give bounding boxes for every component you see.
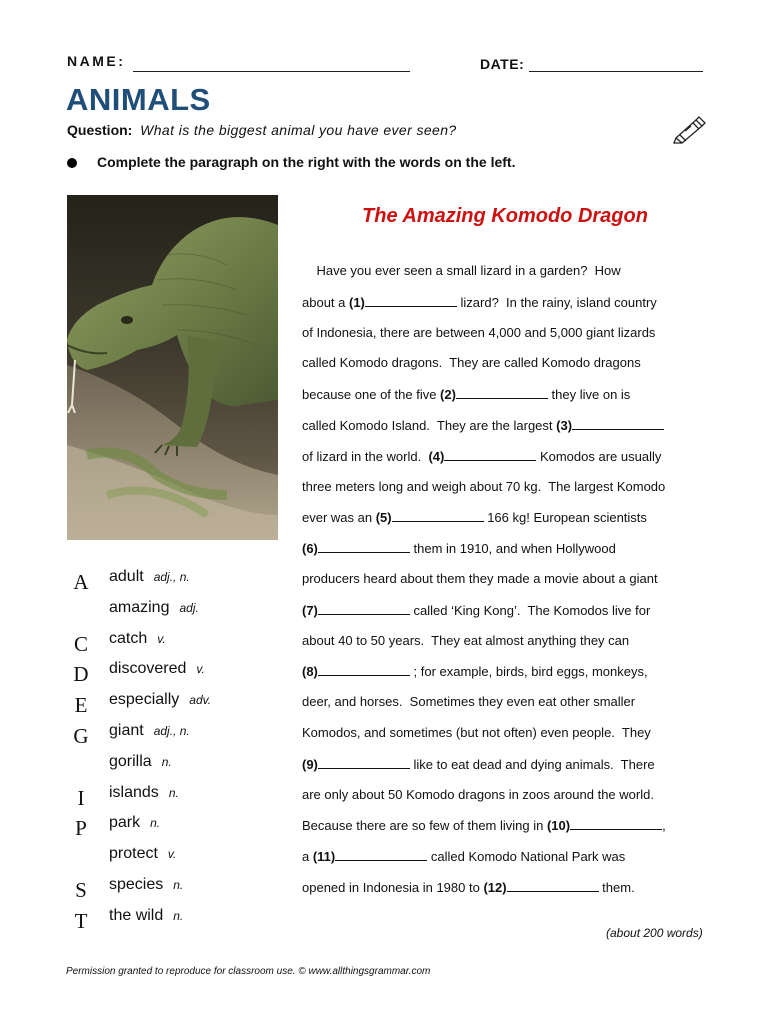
word-bank-part-of-speech: n. [173,878,184,892]
passage-text: called ‘King Kong’. The Komodos live for [409,602,651,618]
word-bank-word: park [109,814,141,832]
passage-text: like to eat dead and dying animals. There [409,756,655,772]
passage-text: Komodos are usually [536,448,662,464]
word-bank-part-of-speech: n. [150,816,161,831]
blank-number: (7) [302,602,318,618]
passage-line [302,355,641,370]
answer-blank[interactable] [318,602,410,615]
blank-number: (4) [428,448,445,464]
passage-line [302,756,655,772]
passage-line [302,386,630,402]
passage-text: Because there are so few of them living in [302,818,547,834]
passage-text: Have you ever seen a small lizard in a garden? How [302,263,621,278]
passage-line [302,879,635,895]
word-bank-letter: A [73,570,89,594]
word-bank-word: gorilla [109,752,152,770]
passage-line [302,694,635,709]
word-bank-letter: P [75,816,87,841]
word-bank-part-of-speech: v. [157,631,166,646]
answer-blank[interactable] [318,756,410,769]
word-bank-word: species [109,876,164,893]
pencil-icon [672,116,706,144]
word-bank-item [109,753,172,771]
word-bank-item [109,599,199,617]
passage-text: about 40 to 50 years. They eat almost anything they can [302,632,630,648]
name-label: NAME: [67,53,126,69]
word-bank-word: adult [109,568,144,585]
word-bank-letter: D [73,662,89,687]
word-bank-item [109,568,190,586]
word-bank-letter: C [73,631,88,656]
passage-text: Komodos, and sometimes (but not often) even people. They [302,725,651,740]
passage-line [302,663,648,679]
word-bank-letter: E [74,693,88,718]
answer-blank[interactable] [365,294,457,307]
answer-blank[interactable] [392,509,484,522]
passage-text: ; for example, birds, bird eggs, monkeys, [409,664,648,680]
answer-blank[interactable] [335,848,427,861]
passage-line [302,725,651,740]
passage-text: 166 kg! European scientists [483,510,647,526]
passage-text: producers heard about them they made a movie about a giant [302,571,658,586]
passage-text: them in 1910, and when Hollywood [409,541,616,557]
passage-line [302,848,625,864]
passage-line [302,817,666,833]
passage-text: three meters long and weigh about 70 kg. The largest Komodo [302,478,666,494]
blank-number: (11) [312,849,336,865]
passage-text: opened in Indonesia in 1980 to [302,880,484,895]
passage-text: are only about 50 Komodo dragons in zoos around the world. [302,786,654,802]
bullet-icon [67,158,77,168]
question [67,122,457,138]
word-bank-part-of-speech: v. [167,847,177,862]
passage-text: called Komodo National Park was [427,849,626,865]
komodo-dragon-photo [67,195,278,540]
passage-line [302,325,655,340]
passage-text: of lizard in the world. [302,448,429,464]
passage-text: of Indonesia, there are between 4,000 and 5,000 giant lizards [302,324,656,340]
blank-number: (12) [483,880,507,895]
passage-text: them. [598,880,635,895]
answer-blank[interactable] [318,663,410,676]
passage-text: ever was an [302,510,376,526]
page-title: ANIMALS [66,82,211,117]
passage-line [302,602,650,618]
passage-text: called Komodo dragons. They are called Komodo dragons [302,355,641,371]
word-bank-item [109,907,183,925]
word-bank-word: discovered [109,660,187,678]
footer-copyright: Permission granted to reproduce for classroom use. © www.allthingsgrammar.com [66,966,431,977]
answer-blank[interactable] [444,448,536,461]
word-bank-part-of-speech: n. [161,754,172,769]
name-field[interactable] [133,71,410,72]
instruction-text: Complete the paragraph on the right with the words on the left. [97,154,516,170]
passage-line [302,448,661,464]
passage-line [302,479,665,494]
word-bank-item [109,876,183,894]
word-bank-item [109,784,179,802]
blank-number: (1) [349,294,365,310]
word-count: (about 200 words) [606,926,703,940]
passage-line [302,509,647,525]
date-field[interactable] [529,71,703,72]
word-bank-letter: S [75,878,87,902]
word-bank-letter: T [74,908,88,933]
word-bank-item [109,722,190,740]
question-text: What is the biggest animal you have ever seen? [140,122,457,138]
word-bank-word: islands [109,783,159,801]
answer-blank[interactable] [456,386,548,399]
word-bank-part-of-speech: adj., n. [153,570,190,584]
word-bank-item [109,814,160,832]
story-title: The Amazing Komodo Dragon [362,205,648,227]
answer-blank[interactable] [507,879,599,892]
passage-text: deer, and horses. Sometimes they even eat other smaller [302,694,636,710]
blank-number: (10) [546,818,571,834]
passage-text: a [302,849,313,865]
passage-line [302,787,654,802]
blank-number: (9) [302,756,318,772]
word-bank-word: the wild [109,906,164,924]
blank-number: (6) [302,541,318,557]
word-bank-part-of-speech: n. [168,785,179,800]
answer-blank[interactable] [318,540,410,553]
answer-blank[interactable] [572,417,664,430]
passage-line [302,633,629,648]
passage-line [302,417,664,433]
passage-text: they live on is [547,387,631,403]
word-bank-item [109,630,166,648]
answer-blank[interactable] [570,817,662,830]
word-bank-item [109,691,211,709]
passage-text: about a [302,294,349,310]
word-bank-item [109,845,176,863]
passage-text: because one of the five [302,387,441,403]
passage-line [302,263,621,278]
date-label: DATE: [480,56,525,72]
passage-text: called Komodo Island. They are the largest [302,418,557,433]
blank-number: (5) [375,510,392,526]
word-bank-word: protect [109,845,158,863]
word-bank-letter: G [73,724,89,748]
word-bank-part-of-speech: v. [196,662,205,677]
word-bank-part-of-speech: n. [173,908,184,923]
blank-number: (8) [302,664,318,680]
word-bank-part-of-speech: adv. [189,693,212,708]
passage-line [302,540,616,556]
blank-number: (3) [556,418,573,433]
word-bank-part-of-speech: adj. [179,600,199,615]
passage-text: lizard? In the rainy, island country [456,294,657,310]
blank-number: (2) [440,387,456,403]
word-bank-word: catch [109,629,148,647]
word-bank-part-of-speech: adj., n. [153,724,190,738]
word-bank-item [109,660,205,678]
word-bank-word: giant [109,722,144,739]
word-bank-letter: I [77,785,85,810]
passage-line [302,571,658,586]
passage-line [302,294,657,310]
question-label: Question: [67,122,133,138]
passage-text: , [662,818,666,834]
word-bank-word: especially [109,691,180,709]
word-bank-word: amazing [109,598,170,616]
